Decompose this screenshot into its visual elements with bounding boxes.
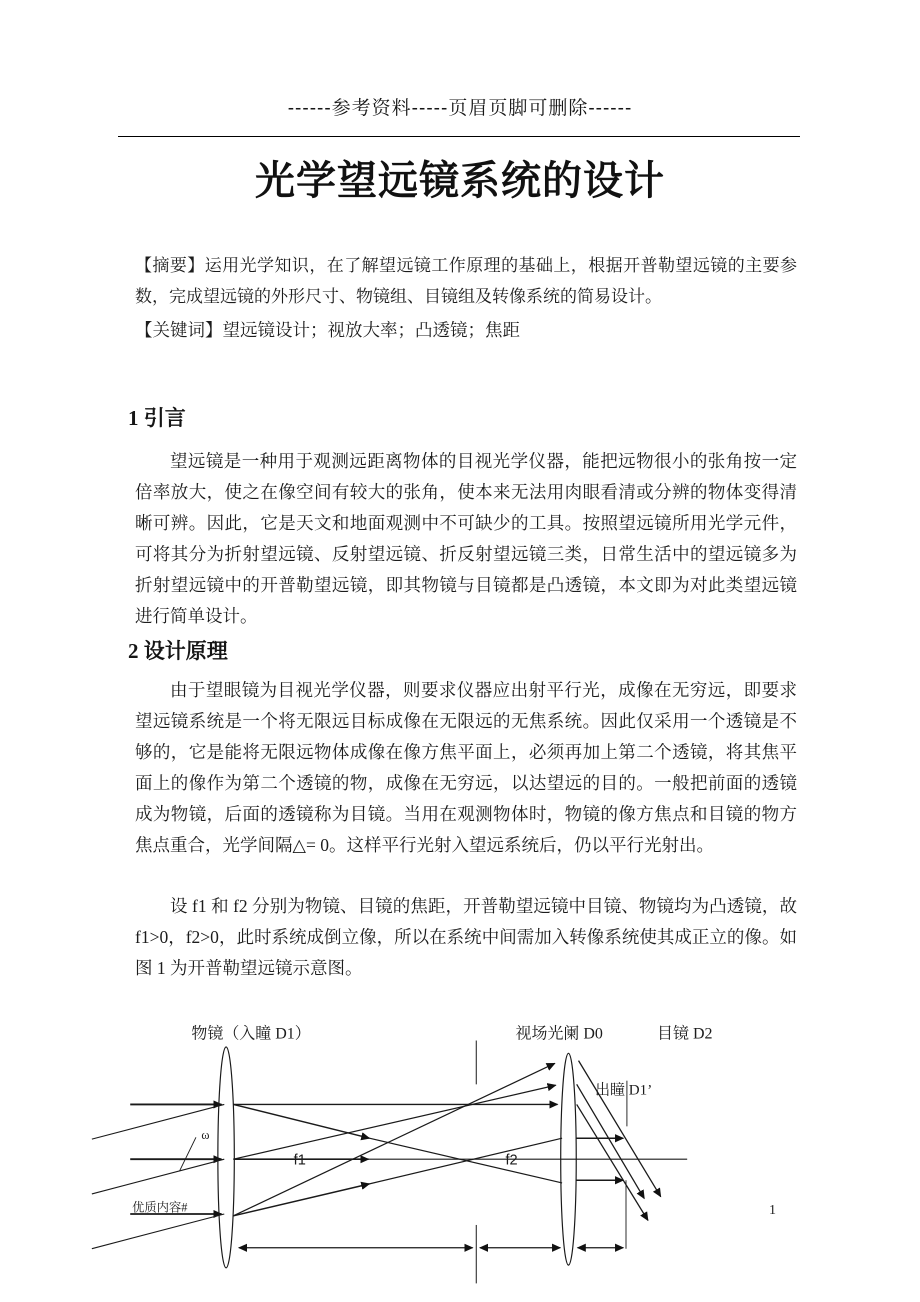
section-heading-introduction: 1 引言 (128, 406, 186, 430)
f2-label: f2 (505, 1152, 518, 1169)
omega-angle-tick (180, 1137, 196, 1171)
field-ray-steep (233, 1063, 554, 1215)
abstract-paragraph: 【摘要】运用光学知识，在了解望远镜工作原理的基础上，根据开普勒望远镜的主要参数，完成望远镜的外形尺寸、物镜组、目镜组及转像系统的简易设计。 (135, 256, 797, 306)
oblique-ray-bottom (92, 1214, 224, 1249)
design-principle-paragraph-1: 由于望眼镜为目视光学仪器，则要求仪器应出射平行光，成像在无穷远，即要求望远镜系统是一个将无限远目标成像在无限远的无焦系统。因此仅采用一个透镜是不够的，它是能将无限远物体成像在像方焦平面上，必须再加上第二个透镜，将其焦平面上的像作为第二个透镜的物，成像在无穷远，以达望远的目的。一般把前面的透镜成为物镜，后面的透镜称为目镜。当用在观测物体时，物镜的像方焦点和目镜的物方焦点重合，光学间隔△= 0。这样平行光射入望远系统后，仍以平行光射出。 (135, 680, 797, 855)
f1-label: f1 (293, 1152, 306, 1169)
page-header-note: ------参考资料-----页眉页脚可删除------ (287, 98, 633, 119)
introduction-paragraph: 望远镜是一种用于观测远距离物体的目视光学仪器，能把远物很小的张角按一定倍率放大，使之在像空间有较大的张角，使本来无法用肉眼看清或分辨的物体变得清晰可辨。因此，它是天文和地面观测中不可缺少的工具。按照望远镜所用光学元件，可将其分为折射望远镜、反射望远镜、折反射望远镜三类，日常生活中的望远镜多为折射望远镜中的开普勒望远镜，即其物镜与目镜都是凸透镜，本文即为对此类望远镜进行简单设计。 (135, 451, 797, 626)
figure-keplerian-telescope-diagram (80, 1000, 920, 1302)
oblique-ray-middle (92, 1159, 224, 1194)
page-number: 1 (769, 1203, 776, 1218)
design-principle-paragraph-2: 设 f1 和 f2 分别为物镜、目镜的焦距，开普勒望远镜中目镜、物镜均为凸透镜，故 f1>0，f2>0，此时系统成倒立像，所以在系统中间需加入转像系统使其成正立的像。如图 1 为开普勒望远镜示意图。 (135, 896, 797, 978)
exit-oblique-ray-2 (577, 1084, 645, 1198)
field-stop-label: 视场光阑 D0 (515, 1025, 603, 1043)
exit-oblique-ray-3 (577, 1104, 648, 1220)
watermark-text: 优质内容# (132, 1200, 188, 1215)
page-title: 光学望远镜系统的设计 (255, 159, 665, 203)
section-heading-design-principle: 2 设计原理 (128, 639, 228, 663)
header-rule (118, 136, 800, 137)
field-ray-shallow (233, 1085, 555, 1159)
objective-label: 物镜（入瞳 D1） (191, 1025, 311, 1043)
keywords-line: 【关键词】望远镜设计；视放大率；凸透镜；焦距 (135, 320, 520, 340)
objective-lens (218, 1047, 234, 1268)
eyepiece-label: 目镜 D2 (657, 1025, 713, 1043)
omega-label: ω (201, 1128, 210, 1143)
exit-pupil-label: 出瞳 D1’ (594, 1082, 653, 1099)
converging-ray-lower (233, 1184, 369, 1216)
